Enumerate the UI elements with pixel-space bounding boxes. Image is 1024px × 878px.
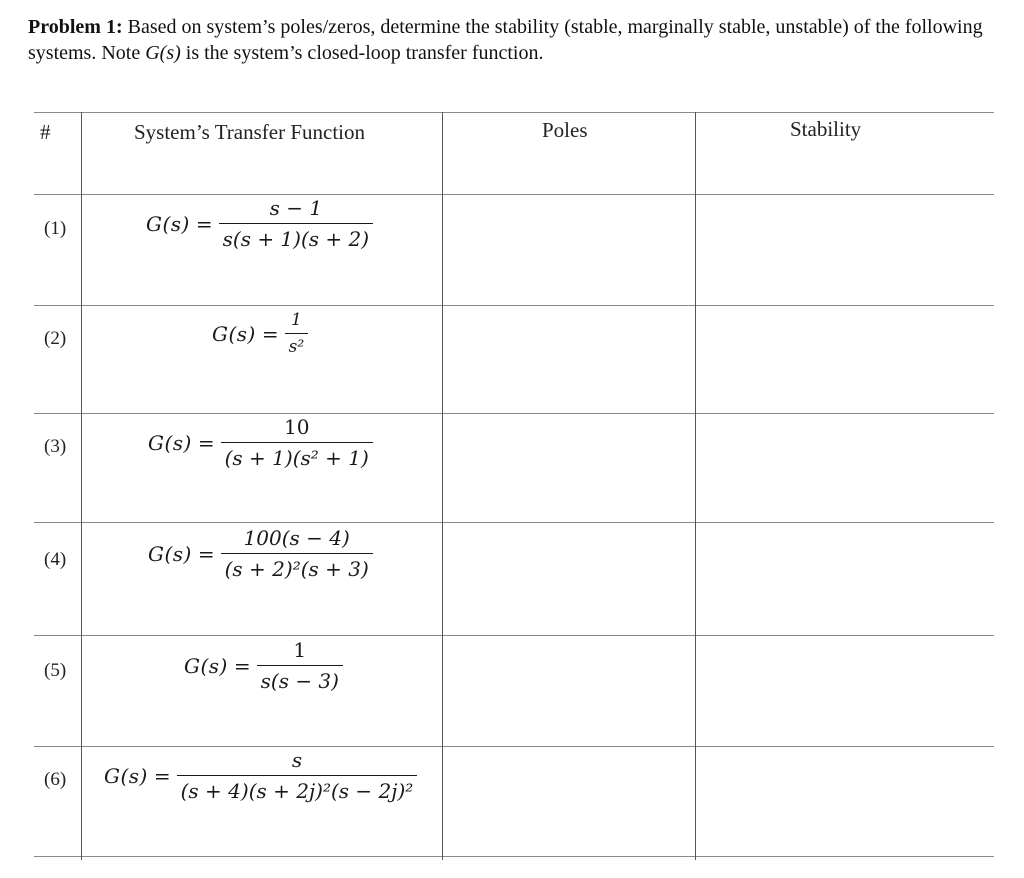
problem-text-after: is the system’s closed-loop transfer function. (180, 42, 544, 64)
numerator: 100(s − 4) (243, 526, 350, 550)
numerator: 1 (293, 638, 307, 662)
poles-cell[interactable] (443, 636, 694, 745)
row-number: (6) (44, 769, 67, 790)
header-poles: Poles (542, 118, 588, 142)
transfer-function-lhs: G(s) (146, 211, 190, 236)
denominator: (s + 4)(s + 2j)²(s − 2j)² (180, 779, 414, 803)
equals-sign: = (261, 321, 279, 346)
transfer-function (146, 196, 373, 251)
transfer-function-lhs: G(s) (212, 321, 256, 346)
fraction (219, 196, 373, 251)
poles-cell[interactable] (443, 414, 694, 521)
fraction (177, 748, 418, 803)
equals-sign: = (197, 541, 215, 566)
fraction (285, 310, 309, 357)
transfer-function (148, 415, 373, 470)
header-number: # (40, 120, 51, 144)
fraction (257, 638, 343, 693)
table-rule (34, 856, 994, 857)
stability-cell[interactable] (696, 414, 993, 521)
transfer-function (148, 526, 373, 581)
stability-table (34, 112, 994, 860)
stability-cell[interactable] (696, 747, 993, 855)
table-rule (34, 112, 994, 113)
equals-sign: = (197, 430, 215, 455)
table-column-rule (81, 112, 82, 860)
denominator: s(s + 1)(s + 2) (222, 227, 370, 251)
denominator: (s + 1)(s² + 1) (224, 446, 369, 470)
poles-cell[interactable] (443, 523, 694, 634)
transfer-function (104, 748, 417, 803)
problem-label: Problem 1: (28, 16, 123, 38)
stability-cell[interactable] (696, 636, 993, 745)
equals-sign: = (195, 211, 213, 236)
numerator: s − 1 (269, 196, 323, 220)
transfer-function-lhs: G(s) (148, 430, 192, 455)
fraction (221, 526, 373, 581)
stability-cell[interactable] (696, 306, 993, 412)
problem-note-symbol: G(s) (145, 42, 181, 64)
numerator: s (291, 748, 303, 772)
transfer-function-lhs: G(s) (104, 763, 148, 788)
row-number: (4) (44, 549, 67, 570)
transfer-function-lhs: G(s) (148, 541, 192, 566)
fraction (221, 415, 373, 470)
row-number: (3) (44, 436, 67, 457)
poles-cell[interactable] (443, 195, 694, 304)
numerator: 1 (290, 310, 302, 330)
poles-cell[interactable] (443, 747, 694, 855)
row-number: (1) (44, 218, 67, 239)
numerator: 10 (283, 415, 310, 439)
denominator: s(s − 3) (260, 669, 339, 693)
stability-cell[interactable] (696, 195, 993, 304)
equals-sign: = (153, 763, 171, 788)
header-transfer-function: System’s Transfer Function (134, 120, 366, 144)
transfer-function (184, 638, 343, 693)
denominator: (s + 2)²(s + 3) (224, 557, 369, 581)
stability-cell[interactable] (696, 523, 993, 634)
poles-cell[interactable] (443, 306, 694, 412)
problem-text-before: Based on system’s poles/zeros, determine the stability (stable, marginally stable, unstable) of the following systems. Note (28, 16, 983, 64)
row-number: (2) (44, 328, 67, 349)
row-number: (5) (44, 660, 67, 681)
denominator: s² (288, 337, 305, 357)
transfer-function (212, 310, 308, 357)
header-stability: Stability (790, 117, 862, 141)
problem-statement (28, 14, 1003, 66)
equals-sign: = (233, 653, 251, 678)
transfer-function-lhs: G(s) (184, 653, 228, 678)
